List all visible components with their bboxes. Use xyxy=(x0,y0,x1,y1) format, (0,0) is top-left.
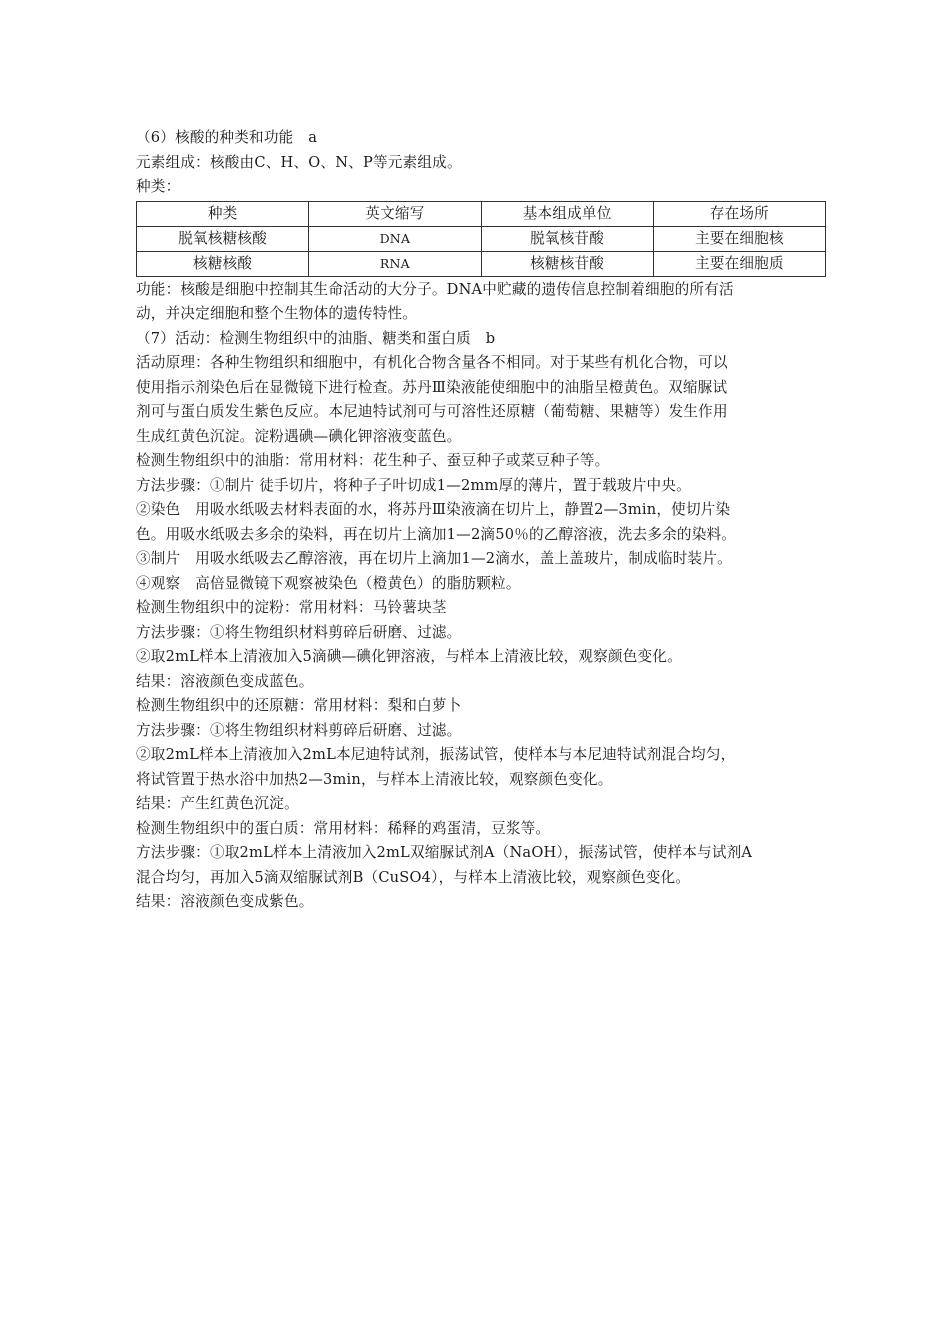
table-cell: 核糖核酸 xyxy=(137,251,309,276)
function-line: 动，并决定细胞和整个生物体的遗传特性。 xyxy=(136,305,418,322)
table-header-cell: 存在场所 xyxy=(653,201,825,226)
starch-result: 结果：溶液颜色变成蓝色。 xyxy=(136,672,314,690)
element-composition: 元素组成：核酸由C、H、O、N、P等元素组成。 xyxy=(136,153,462,171)
nucleic-acid-table xyxy=(136,201,826,277)
table-header-cell: 种类 xyxy=(137,201,309,226)
starch-step2: ②取2mL样本上清液加入5滴碘—碘化钾溶液，与样本上清液比较，观察颜色变化。 xyxy=(136,648,682,665)
document-page xyxy=(136,126,826,915)
table-cell: 脱氧核苷酸 xyxy=(481,226,653,251)
table-cell: DNA xyxy=(309,226,481,251)
protein-materials: 检测生物组织中的蛋白质：常用材料：稀释的鸡蛋清，豆浆等。 xyxy=(136,819,551,837)
protein-result: 结果：溶液颜色变成紫色。 xyxy=(136,893,314,910)
sugar-step1: 方法步骤：①将生物组织材料剪碎后研磨、过滤。 xyxy=(136,721,462,739)
table-header-cell: 基本组成单位 xyxy=(481,201,653,226)
table-row xyxy=(137,251,826,276)
fat-step1: 方法步骤：①制片 徒手切片，将种子子叶切成1—2mm厚的薄片，置于载玻片中央。 xyxy=(136,476,691,494)
table-row xyxy=(137,226,826,251)
table-cell: 主要在细胞核 xyxy=(653,226,825,251)
starch-step1: 方法步骤：①将生物组织材料剪碎后研磨、过滤。 xyxy=(136,623,462,641)
sugar-materials: 检测生物组织中的还原糖：常用材料：梨和白萝卜 xyxy=(136,697,462,714)
fat-step4: ④观察 高倍显微镜下观察被染色（橙黄色）的脂肪颗粒。 xyxy=(136,574,521,592)
fat-step2-line: ②染色 用吸水纸吸去材料表面的水，将苏丹Ⅲ染液滴在切片上，静置2—3min，使切片染 xyxy=(136,501,731,518)
principle-line: 使用指示剂染色后在显微镜下进行检查。苏丹Ⅲ染液能使细胞中的油脂呈橙黄色。双缩脲试 xyxy=(136,378,728,396)
table-cell: 脱氧核糖核酸 xyxy=(137,226,309,251)
starch-materials: 检测生物组织中的淀粉：常用材料：马铃薯块茎 xyxy=(136,599,447,616)
fat-materials: 检测生物组织中的油脂：常用材料：花生种子、蚕豆种子或菜豆种子等。 xyxy=(136,452,610,469)
fat-step3: ③制片 用吸水纸吸去乙醇溶液，再在切片上滴加1—2滴水，盖上盖玻片，制成临时装片。 xyxy=(136,550,732,567)
sugar-result: 结果：产生红黄色沉淀。 xyxy=(136,795,299,812)
principle-line: 生成红黄色沉淀。淀粉遇碘—碘化钾溶液变蓝色。 xyxy=(136,427,462,445)
section7-heading: （7）活动：检测生物组织中的油脂、糖类和蛋白质 b xyxy=(136,329,496,347)
sugar-step2-line: ②取2mL样本上清液加入2mL本尼迪特试剂，振荡试管，使样本与本尼迪特试剂混合均匀， xyxy=(136,746,736,763)
sugar-step2-line: 将试管置于热水浴中加热2—3min，与样本上清液比较，观察颜色变化。 xyxy=(136,770,613,788)
protein-step-line: 混合均匀，再加入5滴双缩脲试剂B（CuSO4），与样本上清液比较，观察颜色变化。 xyxy=(136,868,691,886)
principle-line: 剂可与蛋白质发生紫色反应。本尼迪特试剂可与可溶性还原糖（葡萄糖、果糖等）发生作用 xyxy=(136,403,728,420)
fat-step2-line: 色。用吸水纸吸去多余的染料，再在切片上滴加1—2滴50％的乙醇溶液，洗去多余的染料。 xyxy=(136,525,737,543)
table-cell: 主要在细胞质 xyxy=(653,251,825,276)
section6-heading: （6）核酸的种类和功能 a xyxy=(136,129,318,146)
types-label: 种类： xyxy=(136,178,181,195)
table-header-cell: 英文缩写 xyxy=(309,201,481,226)
function-line: 功能：核酸是细胞中控制其生命活动的大分子。DNA中贮藏的遗传信息控制着细胞的所有活 xyxy=(136,280,734,298)
table-cell: RNA xyxy=(309,251,481,276)
table-header-row xyxy=(137,201,826,226)
table-cell: 核糖核苷酸 xyxy=(481,251,653,276)
protein-step-line: 方法步骤：①取2mL样本上清液加入2mL双缩脲试剂A（NaOH），振荡试管，使样本与试剂A xyxy=(136,844,753,861)
principle-line: 活动原理：各种生物组织和细胞中，有机化合物含量各不相同。对于某些有机化合物，可以 xyxy=(136,354,728,371)
